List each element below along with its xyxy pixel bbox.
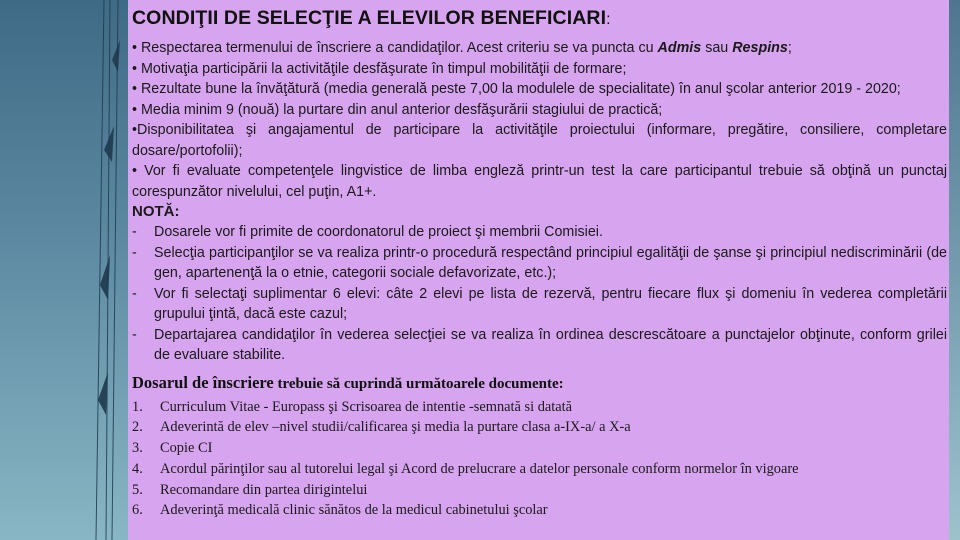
nota-item	[132, 222, 947, 243]
title-colon: :	[606, 11, 611, 28]
list-item	[132, 438, 947, 459]
dash-marker: -	[132, 224, 137, 240]
slide-content	[128, 0, 949, 540]
selection-criteria	[132, 38, 947, 366]
title-text: CONDIŢII DE SELECŢIE A ELEVILOR BENEFICIARI	[132, 7, 607, 29]
item-number: 4.	[132, 460, 143, 477]
criterion-item	[132, 38, 947, 59]
nota-text: Dosarele vor fi primite de coordonatorul de proiect şi membrii Comisiei.	[154, 224, 603, 240]
right-background-strip	[948, 0, 960, 540]
documents-list	[132, 397, 947, 522]
list-item	[132, 417, 947, 438]
criterion-item: • Vor fi evaluate competenţele lingvistice de limba engleză printr-un test la care participantul trebuie să obţină un punctaj corespunzător nivelului, cel puţin, A1+.	[132, 163, 947, 200]
dash-marker: -	[132, 285, 137, 302]
documents-heading	[132, 372, 947, 395]
list-item	[132, 500, 947, 521]
decorative-lines	[0, 0, 130, 540]
nota-text: Departajarea candidaţilor în vederea selecţiei se va realiza în ordinea descrescătoare a punctajelor obţinute, conform grilei de evaluare stabilite.	[154, 326, 947, 363]
item-text: Curriculum Vitae - Europass şi Scrisoarea de intentie -semnată si datată	[160, 398, 573, 415]
item-number: 6.	[132, 502, 143, 519]
criterion-item: • Media minim 9 (nouă) la purtare din anul anterior desfăşurării stagiului de practică;	[132, 101, 663, 118]
item-number: 3.	[132, 440, 143, 457]
documents-heading-main: Dosarul de înscriere	[132, 372, 274, 392]
criterion-text: ;	[787, 40, 792, 56]
nota-item	[132, 325, 947, 366]
criterion-item: • Motivaţia participării la activităţile desfăşurate în timpul mobilităţii de formare;	[132, 60, 627, 77]
list-item	[132, 397, 947, 418]
criterion-item: •Disponibilitatea şi angajamentul de participare la activităţile proiectului (informare, pregătire, consiliere, completare dosare/portofolii);	[132, 122, 947, 159]
slide-title	[132, 5, 947, 33]
item-number: 2.	[132, 419, 143, 436]
nota-item	[132, 284, 947, 325]
item-text: Copie CI	[160, 440, 213, 457]
item-text: Recomandare din partea dirigintelui	[160, 481, 368, 498]
criterion-text: sau	[701, 40, 733, 56]
dash-marker: -	[132, 244, 137, 261]
nota-text: Vor fi selectaţi suplimentar 6 elevi: câte 2 elevi pe lista de rezervă, pentru fiecare flux şi domeniu în vederea completării grupului ţintă, dacă este cazul;	[154, 285, 947, 322]
item-text: Adeverintă de elev –nivel studii/calificarea şi media la purtare clasa a-IX-a/ a X-a	[160, 419, 631, 436]
criterion-text: • Respectarea termenului de înscriere a candidaţilor. Acest criteriu se va puncta cu	[132, 40, 658, 56]
documents-heading-rest: trebuie să cuprindă următoarele documente:	[273, 375, 564, 392]
dash-marker: -	[132, 326, 137, 343]
admis-text: Admis	[657, 40, 702, 56]
respins-text: Respins	[732, 40, 788, 56]
item-number: 1.	[132, 398, 143, 415]
criterion-item: • Rezultate bune la învăţătură (media generală peste 7,00 la modulele de specialitate) în anul şcolar anterior 2019 - 2020;	[132, 81, 901, 97]
nota-heading: NOTĂ:	[132, 203, 180, 220]
item-number: 5.	[132, 481, 143, 498]
item-text: Adeverinţă medicală clinic sănătos de la medicul cabinetului şcolar	[160, 502, 548, 519]
nota-item	[132, 243, 947, 284]
list-item	[132, 459, 947, 480]
list-item	[132, 480, 947, 501]
item-text: Acordul părinţilor sau al tutorelui legal şi Acord de prelucrare a datelor personale conform normelor în vigoare	[160, 460, 799, 477]
nota-text: Selecţia participanţilor se va realiza printr-o procedură respectând principiul egalităţii de şanse şi principiul nediscriminării (de gen, apartenenţă la o etnie, categorii sociale defavorizate, etc.);	[154, 244, 947, 281]
